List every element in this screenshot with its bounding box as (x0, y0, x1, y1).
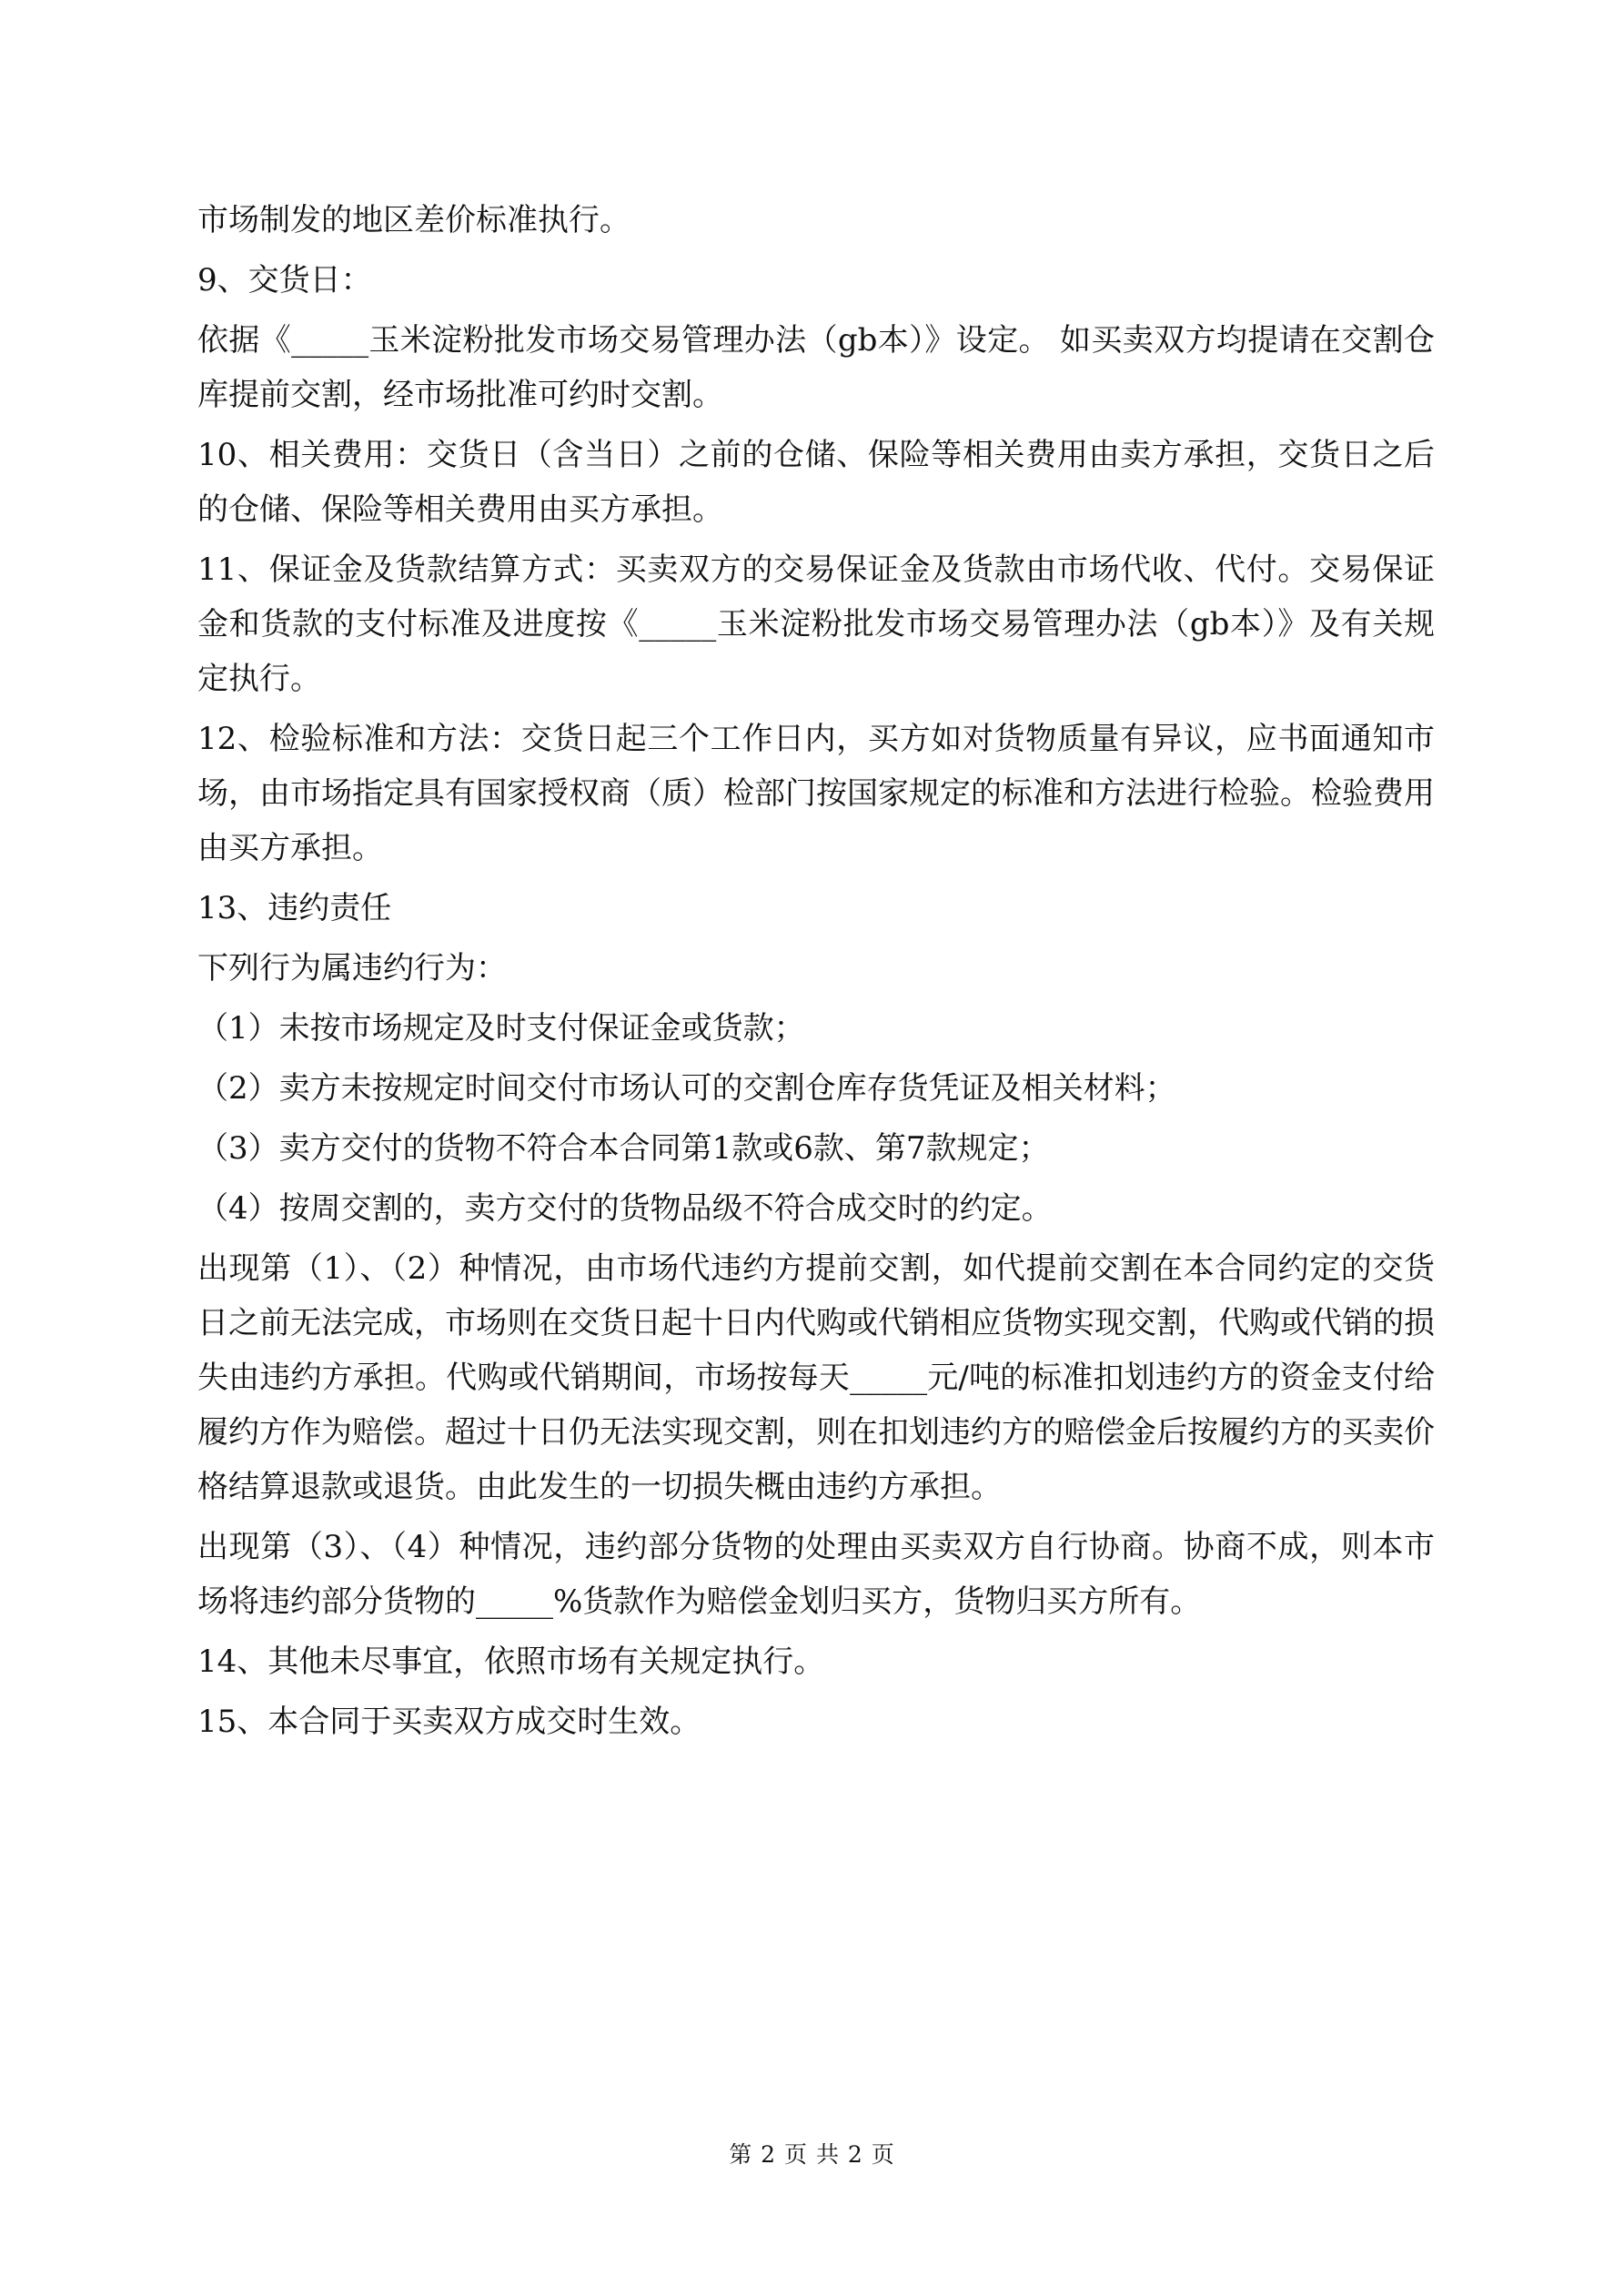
clause-10-text: 10、相关费用：交货日（含当日）之前的仓储、保险等相关费用由卖方承担，交货日之后的仓储、保险等相关费用由买方承担。 (197, 437, 1435, 528)
document-body (197, 193, 1435, 1755)
clause-15-text: 15、本合同于买卖双方成交时生效。 (197, 1704, 701, 1740)
clause-9-heading: 9、交货日： (197, 262, 372, 298)
clause-13-heading: 13、违约责任 (197, 890, 392, 926)
breach-item-1: （1）未按市场规定及时支付保证金或货款； (197, 1010, 805, 1047)
breach-item-4: （4）按周交割的，卖方交付的货物品级不符合成交时的约定。 (197, 1190, 1053, 1227)
breach-case-3-4: 出现第（3）、（4）种情况，违约部分货物的处理由买卖双方自行协商。协商不成，则本市场将违约部分货物的_____%货款作为赔偿金划归买方，货物归买方所有。 (197, 1529, 1435, 1620)
breach-intro: 下列行为属违约行为： (197, 950, 507, 986)
clause-14-text: 14、其他未尽事宜，依照市场有关规定执行。 (197, 1644, 825, 1680)
breach-case-1-2: 出现第（1）、（2）种情况，由市场代违约方提前交割，如代提前交割在本合同约定的交货日之前无法完成，市场则在交货日起十日内代购或代销相应货物实现交割，代购或代销的损失由违约方承担。代购或代销期间，市场按每天_____元/吨的标准扣划违约方的资金支付给履约方作为赔偿。超过十日仍无法实现交割，则在扣划违约方的赔偿金后按履约方的买卖价格结算退款或退货。由此发生的一切损失概由违约方承担。 (197, 1250, 1435, 1505)
clause-11-text: 11、保证金及货款结算方式：买卖双方的交易保证金及货款由市场代收、代付。交易保证金和货款的支付标准及进度按《_____玉米淀粉批发市场交易管理办法（gb本）》及有关规定执行。 (197, 551, 1435, 697)
paragraph-price-difference: 市场制发的地区差价标准执行。 (197, 202, 630, 238)
breach-item-3: （3）卖方交付的货物不符合本合同第1款或6款、第7款规定； (197, 1130, 1050, 1167)
clause-9-text: 依据《_____玉米淀粉批发市场交易管理办法（gb本）》设定。 如买卖双方均提请在交割仓库提前交割，经市场批准可约时交割。 (197, 322, 1435, 413)
breach-item-2: （2）卖方未按规定时间交付市场认可的交割仓库存货凭证及相关材料； (197, 1070, 1176, 1107)
page-number: 第 2 页 共 2 页 (729, 2141, 895, 2168)
clause-12-text: 12、检验标准和方法：交货日起三个工作日内，买方如对货物质量有异议，应书面通知市场，由市场指定具有国家授权商（质）检部门按国家规定的标准和方法进行检验。检验费用由买方承担。 (197, 721, 1435, 866)
